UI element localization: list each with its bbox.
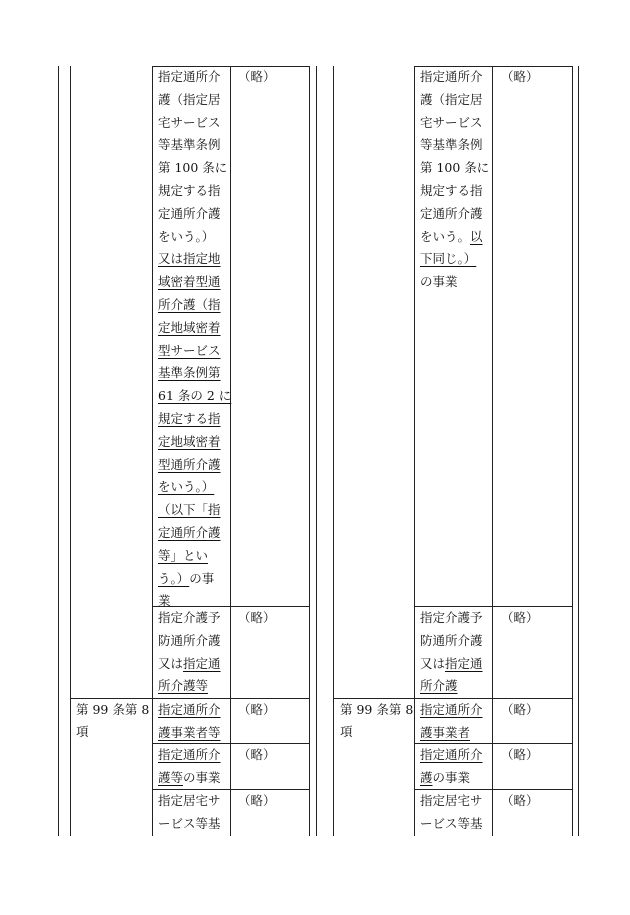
text-segment: 宅サービス xyxy=(158,114,221,130)
text-line xyxy=(420,607,483,630)
underlined-segment: 指定通 xyxy=(183,655,221,671)
underlined-segment: 61 条の 2 に xyxy=(158,388,232,404)
underlined-segment: 護 xyxy=(420,769,433,785)
underlined-segment: 規定する指 xyxy=(158,410,221,426)
text-segment: をいう。） xyxy=(158,228,215,244)
text-line xyxy=(158,607,221,630)
text-line xyxy=(158,744,221,767)
text-line xyxy=(158,522,231,545)
text-line xyxy=(420,630,483,653)
text-segment: 等基準条例 xyxy=(420,137,483,153)
right-row-b-value: （略） xyxy=(501,610,539,625)
text-line xyxy=(158,157,231,180)
left-row-e-value: （略） xyxy=(238,793,276,808)
right-row-c-text xyxy=(420,699,483,745)
text-line xyxy=(158,653,221,676)
underlined-segment: 指定通所介 xyxy=(420,747,483,762)
text-segment: 第 100 条に xyxy=(420,160,490,176)
text-line xyxy=(158,630,221,653)
underlined-segment: 以 xyxy=(470,228,483,244)
left-row-d-text xyxy=(158,744,221,790)
right-row-c-value: （略） xyxy=(501,702,539,717)
text-segment: 護（指定居 xyxy=(158,91,221,107)
underlined-segment: 等」とい xyxy=(158,547,209,563)
text-line xyxy=(420,790,483,813)
left-article-line-2: 項 xyxy=(76,724,89,739)
underlined-segment: 下同じ。） xyxy=(420,251,477,267)
text-line xyxy=(158,476,231,499)
text-line xyxy=(420,722,483,745)
underlined-segment: 型サービス xyxy=(158,342,221,358)
text-line xyxy=(158,722,221,745)
text-line xyxy=(420,813,483,836)
underlined-segment: 所介護 xyxy=(420,678,458,694)
left-row-c-value: （略） xyxy=(238,702,276,717)
text-segment: 護（指定居 xyxy=(420,91,483,107)
text-line xyxy=(420,699,483,722)
underlined-segment: 指定通 xyxy=(445,655,483,671)
underlined-segment: 指定通所介 xyxy=(420,702,483,717)
right-row-a-text xyxy=(420,66,489,294)
text-line xyxy=(158,134,231,157)
left-row-a-value: （略） xyxy=(238,69,276,84)
text-line xyxy=(158,66,231,89)
text-segment: 指定通所介 xyxy=(420,69,483,84)
text-segment: ービス等基 xyxy=(158,815,221,831)
underlined-segment: 定地域密着 xyxy=(158,433,221,449)
text-segment: 又は xyxy=(420,655,446,671)
right-row-b-text xyxy=(420,607,483,698)
text-line xyxy=(420,226,489,249)
right-article-line-1: 第 99 条第 8 xyxy=(340,702,414,717)
text-line xyxy=(158,813,221,836)
text-segment: 宅サービス xyxy=(420,114,483,130)
text-line xyxy=(420,66,489,89)
right-row-d-text xyxy=(420,744,483,790)
underlined-segment: 域密着型通 xyxy=(158,274,221,290)
text-segment: 規定する指 xyxy=(158,182,221,198)
text-segment: 第 100 条に xyxy=(158,160,228,176)
text-segment: をいう。 xyxy=(420,228,471,244)
text-segment: の事業 xyxy=(432,769,471,785)
underlined-segment: 所介護等 xyxy=(158,678,209,694)
text-line xyxy=(420,767,483,790)
underlined-segment: 指定通所介 xyxy=(158,747,221,762)
left-row-e-text xyxy=(158,790,221,836)
text-line xyxy=(158,790,221,813)
underlined-segment: （以下「指 xyxy=(158,502,221,518)
text-line xyxy=(158,699,221,722)
text-line xyxy=(420,134,489,157)
text-segment: の事業 xyxy=(183,769,221,785)
underlined-segment: 護事業者等 xyxy=(158,724,221,740)
underlined-segment: 護等 xyxy=(158,769,184,785)
text-line xyxy=(420,744,483,767)
left-article-line-1: 第 99 条第 8 xyxy=(76,702,150,717)
right-row-e-text xyxy=(420,790,483,836)
text-segment: 指定介護予 xyxy=(158,610,221,625)
text-line xyxy=(420,675,483,698)
text-line xyxy=(158,340,231,363)
text-line xyxy=(158,317,231,340)
text-line xyxy=(158,499,231,522)
text-segment: 定通所介護 xyxy=(420,205,483,221)
text-segment: 又は xyxy=(158,655,184,671)
left-row-c-text xyxy=(158,699,221,745)
text-segment: 指定介護予 xyxy=(420,610,483,625)
left-row-b-text xyxy=(158,607,221,698)
text-line xyxy=(420,157,489,180)
text-line xyxy=(158,385,231,408)
text-line xyxy=(158,568,231,591)
underlined-segment: 護事業者 xyxy=(420,724,471,740)
right-row-d-value: （略） xyxy=(501,747,539,762)
underlined-segment: 定通所介護 xyxy=(158,524,221,540)
text-segment: 規定する指 xyxy=(420,182,483,198)
underlined-segment: う。） xyxy=(158,570,190,586)
underlined-segment: 又は指定地 xyxy=(158,251,221,267)
text-line xyxy=(158,408,231,431)
text-line xyxy=(420,248,489,271)
text-line xyxy=(420,653,483,676)
left-row-a-text xyxy=(158,66,231,613)
text-segment: 定通所介護 xyxy=(158,205,221,221)
text-line xyxy=(158,203,231,226)
text-line xyxy=(420,89,489,112)
text-segment: 等基準条例 xyxy=(158,137,221,153)
text-line xyxy=(158,112,231,135)
text-segment: の事業 xyxy=(420,274,458,290)
text-line xyxy=(158,545,231,568)
left-row-d-value: （略） xyxy=(238,747,276,762)
text-line xyxy=(158,226,231,249)
text-segment: 指定居宅サ xyxy=(420,793,483,808)
text-line xyxy=(158,431,231,454)
text-segment: の事 xyxy=(189,570,215,586)
text-line xyxy=(158,180,231,203)
text-line xyxy=(158,89,231,112)
underlined-segment: 定地域密着 xyxy=(158,319,221,335)
text-line xyxy=(158,248,231,271)
text-segment: 指定通所介 xyxy=(158,69,221,84)
right-row-a-value: （略） xyxy=(501,69,539,84)
left-row-b-value: （略） xyxy=(238,610,276,625)
text-line xyxy=(158,675,221,698)
text-line xyxy=(420,271,489,294)
text-segment: ービス等基 xyxy=(420,815,483,831)
text-line xyxy=(420,180,489,203)
underlined-segment: 所介護（指 xyxy=(158,296,221,312)
text-segment: 防通所介護 xyxy=(420,632,483,648)
text-line xyxy=(158,271,231,294)
text-line xyxy=(158,362,231,385)
underlined-segment: 型通所介護 xyxy=(158,456,221,472)
text-line xyxy=(158,294,231,317)
underlined-segment: 基準条例第 xyxy=(158,365,221,381)
right-article-line-2: 項 xyxy=(340,724,353,739)
underlined-segment: 指定通所介 xyxy=(158,702,221,717)
text-line xyxy=(158,767,221,790)
text-line xyxy=(158,454,231,477)
text-line xyxy=(420,203,489,226)
right-row-e-value: （略） xyxy=(501,793,539,808)
text-segment: 指定居宅サ xyxy=(158,793,221,808)
underlined-segment: をいう。） xyxy=(158,479,215,495)
text-line xyxy=(420,112,489,135)
text-segment: 業 xyxy=(158,593,171,609)
text-segment: 防通所介護 xyxy=(158,632,221,648)
